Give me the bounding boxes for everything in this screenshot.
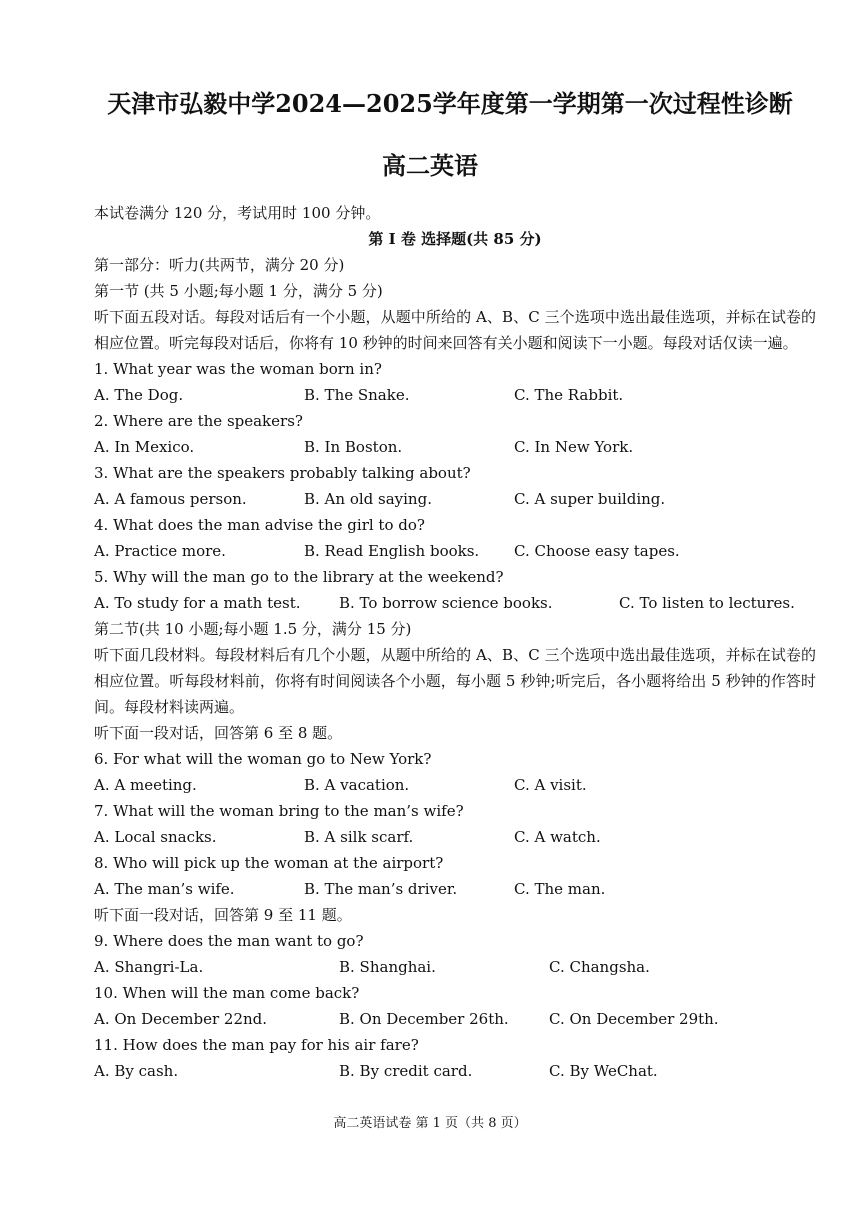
question-text: 1. What year was the woman born in? [94, 360, 382, 378]
question-options [94, 772, 816, 798]
question-options [94, 486, 816, 512]
exam-intro: 本试卷满分 120 分，考试用时 100 分钟。 [94, 204, 381, 222]
question-text: 6. For what will the woman go to New York? [94, 750, 432, 768]
volume-title: 第 I 卷 选择题(共 85 分) [368, 230, 542, 248]
question-text: 3. What are the speakers probably talking about? [94, 464, 471, 482]
section1-heading: 第一节 (共 5 小题;每小题 1 分，满分 5 分) [94, 282, 383, 300]
option-c: C. A super building. [514, 490, 666, 508]
question-text: 9. Where does the man want to go? [94, 932, 364, 950]
question-text: 8. Who will pick up the woman at the airport? [94, 854, 444, 872]
section1-instructions: 听下面五段对话。每段对话后有一个小题，从题中所给的 A、B、C 三个选项中选出最佳选项，并标在试卷的相应位置。听完每段对话后，你将有 10 秒钟的时间来回答有关小题和阅读下一小题。每段对话仅读一遍。 [94, 308, 816, 352]
question-options [94, 954, 816, 980]
question-text: 5. Why will the man go to the library at the weekend? [94, 568, 504, 586]
question-text: 2. Where are the speakers? [94, 412, 303, 430]
option-b: B. A silk scarf. [304, 828, 414, 846]
option-c: C. Changsha. [549, 958, 650, 976]
option-b: B. To borrow science books. [339, 594, 553, 612]
question-text: 11. How does the man pay for his air fare? [94, 1036, 419, 1054]
option-c: C. A watch. [514, 828, 601, 846]
option-a: A. Practice more. [94, 542, 226, 560]
option-b: B. The man’s driver. [304, 880, 458, 898]
question-options [94, 434, 816, 460]
question-options [94, 1058, 816, 1084]
page-footer: 高二英语试卷 第 1 页（共 8 页） [333, 1116, 527, 1131]
option-a: A. On December 22nd. [94, 1010, 268, 1028]
question-options [94, 538, 816, 564]
option-b: B. Shanghai. [339, 958, 436, 976]
option-b: B. An old saying. [304, 490, 432, 508]
option-a: A. Shangri-La. [94, 958, 204, 976]
question-options [94, 590, 816, 616]
option-b: B. Read English books. [304, 542, 480, 560]
question-text: 10. When will the man come back? [94, 984, 360, 1002]
section2-instructions: 听下面几段材料。每段材料后有几个小题，从题中所给的 A、B、C 三个选项中选出最佳选项，并标在试卷的相应位置。听每段材料前，你将有时间阅读各个小题，每小题 5 秒钟;听完后，各小题将给出 5 秒钟的作答时间。每段材料读两遍。 [94, 646, 816, 716]
option-c: C. The man. [514, 880, 606, 898]
option-c: C. To listen to lectures. [619, 594, 795, 612]
option-b: B. By credit card. [339, 1062, 473, 1080]
option-c: C. In New York. [514, 438, 634, 456]
option-c: C. On December 29th. [549, 1010, 719, 1028]
option-c: C. By WeChat. [549, 1062, 658, 1080]
option-a: A. By cash. [94, 1062, 179, 1080]
option-b: B. In Boston. [304, 438, 403, 456]
group-note: 听下面一段对话，回答第 9 至 11 题。 [94, 906, 352, 924]
option-a: A. A meeting. [94, 776, 197, 794]
option-a: A. A famous person. [94, 490, 247, 508]
question-options [94, 1006, 816, 1032]
option-b: B. On December 26th. [339, 1010, 509, 1028]
option-a: A. In Mexico. [94, 438, 195, 456]
exam-subject: 高二英语 [382, 151, 478, 180]
exam-title: 天津市弘毅中学2024—2025学年度第一学期第一次过程性诊断 [107, 89, 793, 118]
exam-body [94, 200, 816, 1084]
option-c: C. A visit. [514, 776, 587, 794]
option-b: B. The Snake. [304, 386, 410, 404]
section2-heading: 第二节(共 10 小题;每小题 1.5 分，满分 15 分) [94, 620, 412, 638]
option-a: A. The Dog. [94, 386, 184, 404]
option-a: A. The man’s wife. [94, 880, 235, 898]
question-text: 4. What does the man advise the girl to do? [94, 516, 425, 534]
option-b: B. A vacation. [304, 776, 410, 794]
option-c: C. The Rabbit. [514, 386, 624, 404]
group-note: 听下面一段对话，回答第 6 至 8 题。 [94, 724, 343, 742]
option-a: A. Local snacks. [94, 828, 217, 846]
question-options [94, 382, 816, 408]
question-options [94, 876, 816, 902]
question-options [94, 824, 816, 850]
option-c: C. Choose easy tapes. [514, 542, 680, 560]
option-a: A. To study for a math test. [94, 594, 301, 612]
part-heading: 第一部分：听力(共两节，满分 20 分) [94, 256, 345, 274]
question-text: 7. What will the woman bring to the man’s wife? [94, 802, 464, 820]
